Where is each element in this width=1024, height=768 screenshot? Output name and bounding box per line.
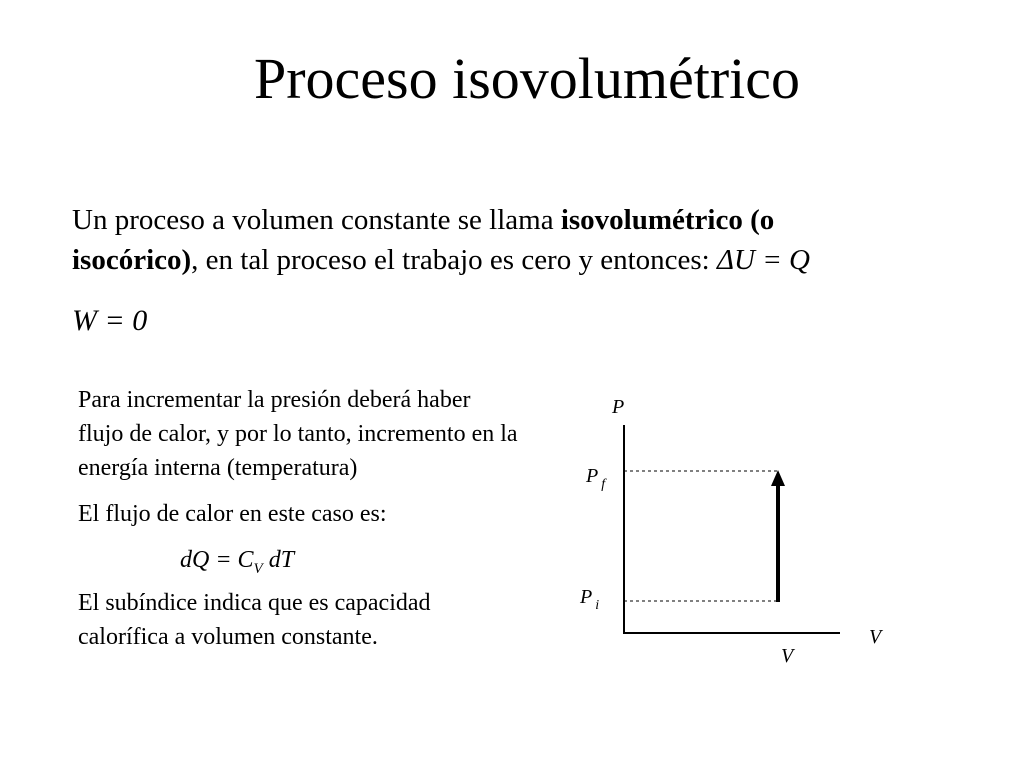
pi-label (579, 586, 599, 613)
pf-label-sub: f (601, 477, 606, 492)
pi-label-main: P (580, 586, 593, 608)
intro-bold-term: isovolumétrico (o (560, 204, 775, 236)
process-arrowhead (771, 470, 785, 486)
intro-text-1: Un proceso a volumen constante se llama (72, 204, 561, 236)
work-equation: W = 0 (72, 304, 148, 337)
p-axis-label: P (612, 396, 625, 418)
explanation-para-2: El flujo de calor en este caso es: (78, 501, 387, 527)
explanation-para-1: Para incrementar la presión deberá haber flujo de calor, y por lo tanto, incremento en la energía interna (temperatura) (78, 387, 518, 481)
intro-text-2: , en tal proceso el trabajo es cero y entonces: (191, 244, 717, 276)
formula-left: dQ = C (180, 547, 254, 573)
pf-label (585, 465, 607, 492)
v-axis-label: V (869, 626, 882, 648)
formula-right: dT (262, 547, 295, 573)
intro-bold-term-2: isocórico) (72, 244, 192, 276)
first-law-equation: ΔU = Q (716, 244, 810, 276)
explanation-para-3: El subíndice indica que es capacidad calorífica a volumen constante. (78, 589, 431, 650)
pi-label-sub: i (595, 598, 600, 613)
pf-label-main: P (586, 465, 599, 487)
v-tick-label: V (781, 645, 794, 667)
formula-subscript: V (253, 560, 263, 577)
slide-title: Proceso isovolumétrico (253, 46, 801, 111)
